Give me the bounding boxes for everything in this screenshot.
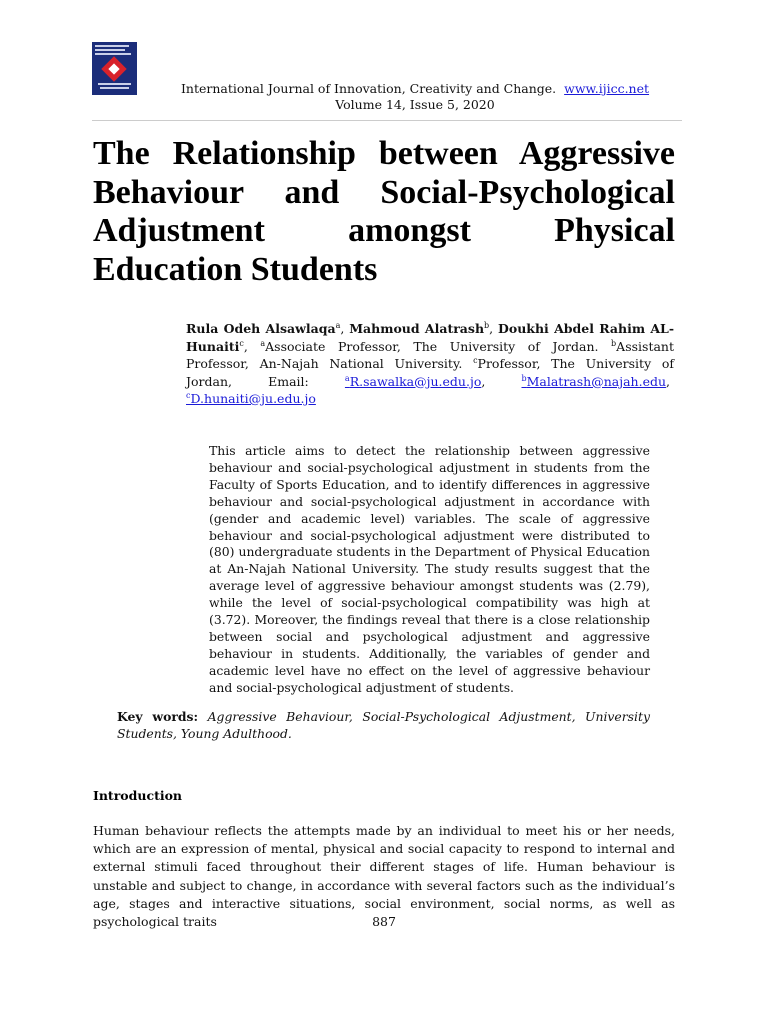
header-divider — [92, 120, 682, 121]
author-c-name: Doukhi Abdel Rahim AL-Hunaiti — [186, 321, 675, 354]
author-c-sup: c — [239, 338, 244, 348]
journal-header — [140, 81, 690, 113]
journal-name: International Journal of Innovation, Creativity and Change. — [180, 81, 557, 96]
author-block: Rula Odeh Alsawlaqa$^a$, Mahmoud Alatrash$^b$, Doukhi Abdel Rahim AL-Hunaiti$^c$, $^a$Associate Professor, The University of Jordan. $^b$Assistant Professor, An-Najah National University. $^c$Professor, The University of Jordan, Email: $^a$R.sawalka@ju.edu.jo, $^b$Malatrash@najah.edu, $^c$D.hunaiti@ju.edu.jo — [186, 320, 675, 406]
journal-url-link[interactable]: www.ijicc.net — [564, 81, 650, 96]
email-link-b[interactable]: $^b$Malatrash@najah.edu — [521, 373, 667, 389]
author-b-sup: b — [484, 320, 490, 330]
affil-b-sup: b — [611, 338, 617, 348]
author-a-name: Rula Odeh Alsawlaqa — [186, 321, 336, 336]
paper-title: The Relationship between Aggressive Behaviour and Social-Psychological Adjustment amongst Physical Education Students — [93, 135, 675, 288]
volume-issue: Volume 14, Issue 5, 2020 — [335, 97, 495, 112]
affil-c-sup: c — [473, 355, 478, 365]
affiliation-c: Professor, The University of Jordan, Email: — [186, 356, 674, 389]
author-a-sup: a — [335, 320, 341, 330]
email-link-a[interactable]: $^a$R.sawalka@ju.edu.jo — [344, 373, 482, 389]
affiliation-a: Associate Professor, The University of Jordan. — [265, 338, 599, 354]
email-link-c[interactable]: $^c$D.hunaiti@ju.edu.jo — [186, 390, 316, 406]
affiliation-b: Assistant Professor, An-Najah National University. — [186, 338, 674, 371]
keywords-label: Key words: — [117, 709, 199, 724]
keywords-list: Aggressive Behaviour, Social-Psychological Adjustment, University Students, Young Adulthood. — [117, 709, 650, 741]
keywords-block — [117, 708, 650, 742]
introduction-heading: Introduction — [93, 788, 183, 803]
affil-a-sup: a — [260, 338, 266, 348]
journal-logo-icon — [92, 42, 137, 95]
introduction-text: Human behaviour reflects the attempts made by an individual to meet his or her needs, which are an expression of mental, physical and social capacity to respond to internal and external stimuli faced throughout their different stages of life. Human behaviour is unstable and subject to change, in accordance with several factors such as the individual’s age, stages and interactive situations, social environment, social norms, as well as psychological traits — [93, 823, 675, 930]
abstract-text: This article aims to detect the relationship between aggressive behaviour and social-psychological adjustment in students from the Faculty of Sports Education, and to identify differences in aggressive behaviour and social-psychological adjustment in accordance with (gender and academic level) variables. The scale of aggressive behaviour and social-psychological adjustment were distributed to (80) undergraduate students in the Department of Physical Education at An-Najah National University. The study results suggest that the average level of aggressive behaviour amongst students was (2.79), while the level of social-psychological compatibility was high at (3.72). Moreover, the findings reveal that there is a close relationship between social and psychological adjustment and aggressive behaviour in students. Additionally, the variables of gender and academic level have no effect on the level of aggressive behaviour and social-psychological adjustment of students. — [209, 443, 650, 695]
author-b-name: Mahmoud Alatrash — [349, 321, 485, 336]
page-number: 887 — [372, 914, 396, 929]
